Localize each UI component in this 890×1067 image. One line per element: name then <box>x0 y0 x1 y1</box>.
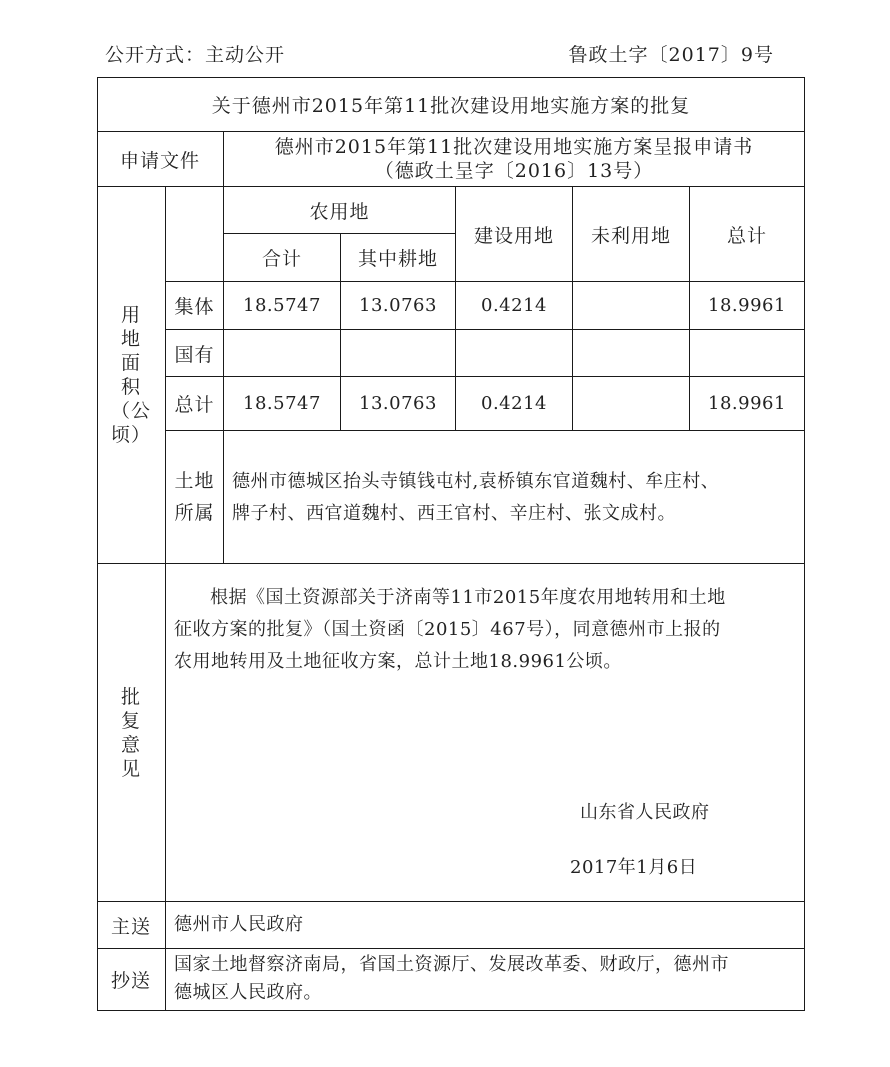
main-recipient-label: 主送 <box>110 915 151 938</box>
cell-agri-total: 18.5747 <box>243 295 321 316</box>
ownership-label: 土地 所属 <box>174 470 215 524</box>
approval-line-2: 征收方案的批复》（国土资函〔2015〕467号），同意德州市上报的 <box>174 619 721 640</box>
cell-agri-total <box>224 330 340 376</box>
cell-total: 18.9961 <box>708 393 786 414</box>
issuer: 山东省人民政府 <box>580 802 710 823</box>
row-label: 集体 <box>174 296 215 318</box>
row-label: 总计 <box>174 394 215 416</box>
cell-unused <box>573 282 689 329</box>
cell-unused <box>573 377 689 430</box>
cell-total <box>690 330 804 376</box>
col-header-unused: 未利用地 <box>590 224 671 247</box>
approval-body <box>174 582 802 678</box>
approval-line-3: 农用地转用及土地征收方案，总计土地18.9961公顷。 <box>174 651 622 672</box>
cc-line-2: 德城区人民政府。 <box>174 982 322 1003</box>
approval-label: 批 复 意 见 <box>120 685 141 780</box>
ownership-line-1: 德州市德城区抬头寺镇钱屯村,袁桥镇东官道魏村、牟庄村、 <box>232 471 720 492</box>
cc-value <box>174 951 802 1007</box>
cc-line-1: 国家土地督察济南局，省国土资源厅、发展改革委、财政厅，德州市 <box>174 954 729 975</box>
cell-farmland: 13.0763 <box>359 393 437 414</box>
cc-label: 抄送 <box>110 970 151 992</box>
main-recipient-value: 德州市人民政府 <box>174 914 304 935</box>
application-document <box>224 132 804 186</box>
col-header-agri-farmland: 其中耕地 <box>357 248 438 270</box>
cell-farmland <box>341 330 455 376</box>
ownership-text <box>232 466 802 530</box>
col-header-agri: 农用地 <box>309 200 370 223</box>
col-header-construction: 建设用地 <box>473 224 554 247</box>
col-header-total: 总计 <box>726 224 767 247</box>
document-title: 关于德州市2015年第11批次建设用地实施方案的批复 <box>211 95 691 117</box>
cell-construction: 0.4214 <box>481 295 547 316</box>
approval-date: 2017年1月6日 <box>570 857 698 878</box>
disclosure-method: 公开方式：主动公开 <box>105 44 286 66</box>
cell-unused <box>573 330 689 376</box>
approval-line-1: 根据《国土资源部关于济南等11市2015年度农用地转用和土地 <box>210 587 726 608</box>
cell-construction: 0.4214 <box>481 393 547 414</box>
row-label: 国有 <box>174 343 215 366</box>
col-header-agri-total: 合计 <box>261 248 302 270</box>
application-line-2: （德政土呈字〔2016〕13号） <box>374 160 654 182</box>
ownership-line-2: 牌子村、西官道魏村、西王官村、辛庄村、张文成村。 <box>232 503 676 524</box>
document-number: 鲁政土字〔2017〕9号 <box>568 44 774 66</box>
cell-farmland: 13.0763 <box>359 295 437 316</box>
application-line-1: 德州市2015年第11批次建设用地实施方案呈报申请书 <box>274 136 754 158</box>
land-area-label: 用 地 面 积 （公 顷） <box>110 304 151 446</box>
application-label: 申请文件 <box>119 149 200 172</box>
cell-construction <box>456 330 572 376</box>
cell-total: 18.9961 <box>708 295 786 316</box>
cell-agri-total: 18.5747 <box>243 393 321 414</box>
